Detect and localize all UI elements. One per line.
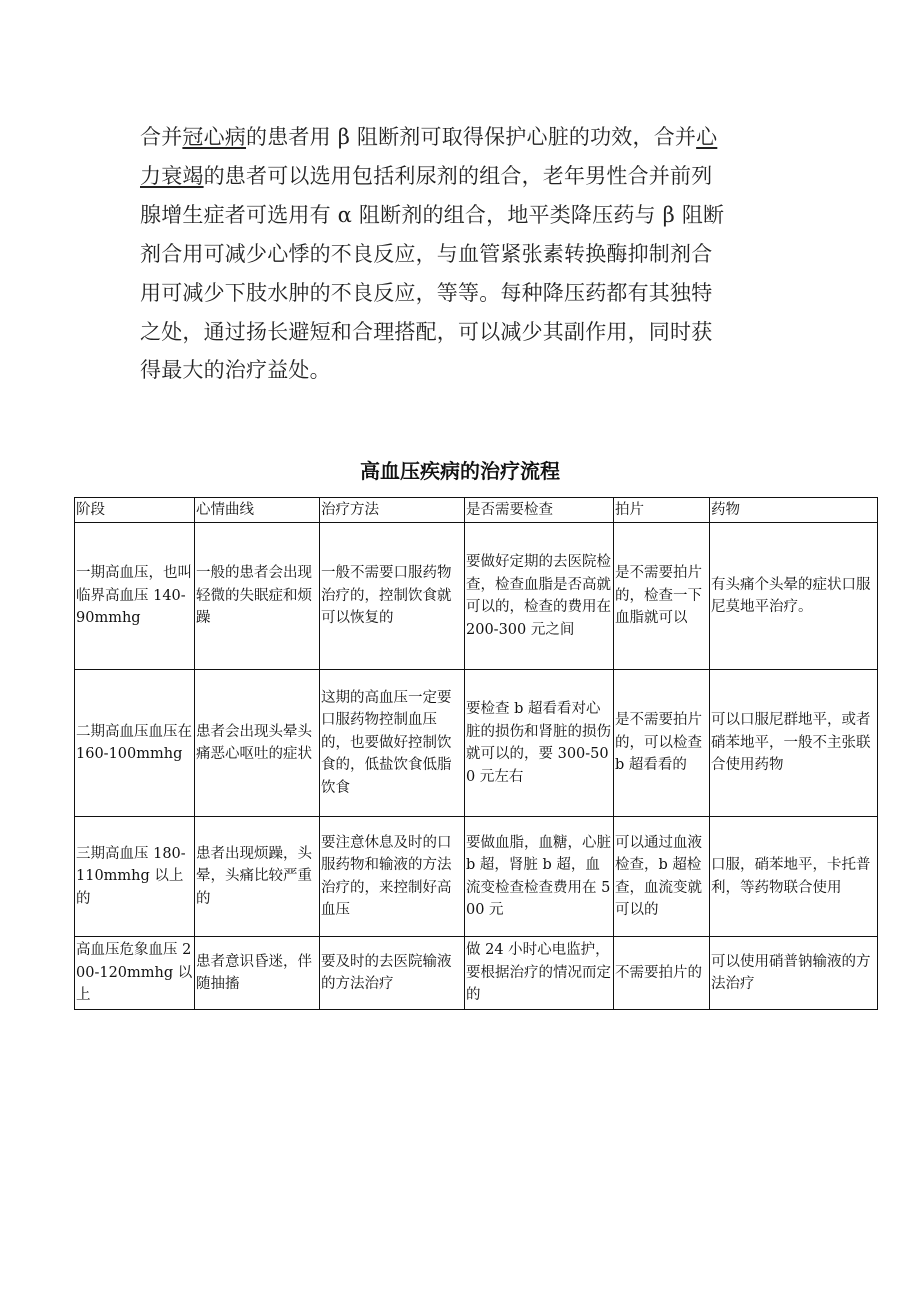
table-row <box>75 937 878 1010</box>
table-row <box>75 817 878 937</box>
table-cell: 可以口服尼群地平，或者硝苯地平，一般不主张联合使用药物 <box>710 670 878 817</box>
table-cell: 三期高血压 180-110mmhg 以上的 <box>75 817 195 937</box>
table-cell: 口服，硝苯地平，卡托普利，等药物联合使用 <box>710 817 878 937</box>
header-cell-treatment: 治疗方法 <box>320 498 465 523</box>
table-cell: 可以通过血液检查，b 超检查，血流变就可以的 <box>614 817 710 937</box>
body-paragraph <box>140 118 772 390</box>
link-coronary-heart-disease[interactable]: 冠心病 <box>182 125 247 149</box>
link-heart-failure-start[interactable]: 心 <box>696 125 718 149</box>
table-cell: 这期的高血压一定要口服药物控制血压的，也要做好控制饮食的，低盐饮食低脂饮食 <box>320 670 465 817</box>
header-cell-medicine: 药物 <box>710 498 878 523</box>
paragraph-line: 用可减少下肢水肿的不良反应，等等。每种降压药都有其独特 <box>140 280 713 305</box>
table-row <box>75 670 878 817</box>
table-cell: 是不需要拍片的，检查一下血脂就可以 <box>614 523 710 670</box>
paragraph-line: 腺增生症者可选用有 α 阻断剂的组合，地平类降压药与 β 阻断 <box>140 202 725 227</box>
header-cell-mood: 心情曲线 <box>195 498 320 523</box>
table-cell: 不需要拍片的 <box>614 937 710 1010</box>
table-cell: 患者出现烦躁，头晕，头痛比较严重的 <box>195 817 320 937</box>
header-cell-check: 是否需要检查 <box>465 498 614 523</box>
table-cell: 有头痛个头晕的症状口服尼莫地平治疗。 <box>710 523 878 670</box>
link-heart-failure-end[interactable]: 力衰竭 <box>140 163 204 188</box>
header-cell-stage: 阶段 <box>75 498 195 523</box>
table-cell: 要检查 b 超看看对心脏的损伤和肾脏的损伤就可以的，要 300-500 元左右 <box>465 670 614 817</box>
table-cell: 可以使用硝普钠输液的方法治疗 <box>710 937 878 1010</box>
table-cell: 要做好定期的去医院检查，检查血脂是否高就可以的，检查的费用在 200-300 元之间 <box>465 523 614 670</box>
table-cell: 是不需要拍片的，可以检查 b 超看看的 <box>614 670 710 817</box>
paragraph-line: 剂合用可减少心悸的不良反应，与血管紧张素转换酶抑制剂合 <box>140 241 713 266</box>
table-cell: 一般不需要口服药物治疗的，控制饮食就可以恢复的 <box>320 523 465 670</box>
table-cell: 一期高血压，也叫临界高血压 140-90mmhg <box>75 523 195 670</box>
paragraph-line: 合并冠心病的患者用 β 阻断剂可取得保护心脏的功效，合并心 <box>140 125 718 149</box>
table-cell: 高血压危象血压 200-120mmhg 以上 <box>75 937 195 1010</box>
paragraph-line: 得最大的治疗益处。 <box>140 358 331 383</box>
table-cell: 患者会出现头晕头痛恶心呕吐的症状 <box>195 670 320 817</box>
table-header-row <box>75 498 878 523</box>
table-row <box>75 523 878 670</box>
table-cell: 要及时的去医院输液的方法治疗 <box>320 937 465 1010</box>
table-cell: 要注意休息及时的口服药物和输液的方法治疗的，来控制好高血压 <box>320 817 465 937</box>
table-title: 高血压疾病的治疗流程 <box>360 459 560 483</box>
table-cell: 要做血脂，血糖，心脏 b 超，肾脏 b 超，血流变检查检查费用在 500 元 <box>465 817 614 937</box>
paragraph-line: 力衰竭的患者可以选用包括利尿剂的组合，老年男性合并前列 <box>140 163 713 188</box>
treatment-table <box>74 497 878 1010</box>
table-cell: 患者意识昏迷，伴随抽搐 <box>195 937 320 1010</box>
table-cell: 一般的患者会出现轻微的失眠症和烦躁 <box>195 523 320 670</box>
table-cell: 二期高血压血压在 160-100mmhg <box>75 670 195 817</box>
paragraph-line: 之处，通过扬长避短和合理搭配，可以减少其副作用，同时获 <box>140 319 713 344</box>
header-cell-xray: 拍片 <box>614 498 710 523</box>
table-cell: 做 24 小时心电监护，要根据治疗的情况而定的 <box>465 937 614 1010</box>
